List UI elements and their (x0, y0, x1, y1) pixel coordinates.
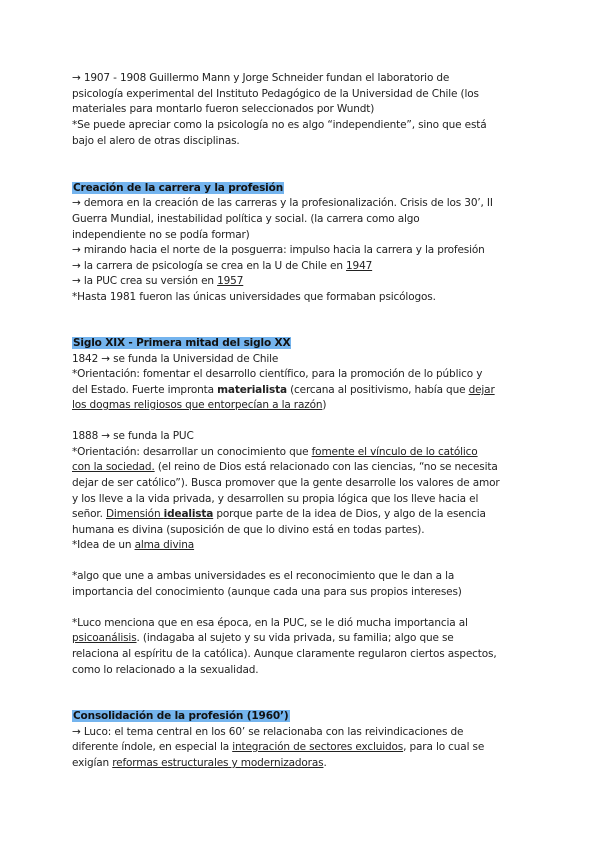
text-run: Dimensión (106, 508, 164, 520)
bold-term: materialista (217, 384, 287, 396)
text-line (72, 740, 542, 756)
text-run: diferente índole, en especial la (72, 741, 233, 753)
text-run: → la PUC crea su versión en (72, 275, 218, 287)
text-run: del Estado. Fuerte impronta (72, 384, 218, 396)
section-heading-text: Consolidación de la profesión (1960’) (73, 710, 289, 722)
text-run: porque parte de la idea de Dios, y algo de la esencia (213, 508, 486, 520)
underlined-phrase: alma divina (134, 539, 195, 551)
text-line (72, 259, 542, 275)
bold-term: idealista (163, 508, 214, 520)
underlined-phrase: integración de sectores excluidos (232, 741, 404, 753)
text-line (72, 631, 542, 647)
text-line: *Orientación: fomentar el desarrollo científico, para la promoción de lo público y (72, 368, 483, 380)
text-line (72, 398, 542, 414)
underlined-phrase: dejar (468, 384, 495, 396)
intro-line: *Se puede apreciar como la psicología no es algo “independiente”, sino que está (72, 119, 487, 131)
intro-line: → 1907 - 1908 Guillermo Mann y Jorge Schneider fundan el laboratorio de (72, 72, 450, 84)
intro-line: psicología experimental del Instituto Pedagógico de la Universidad de Chile (los (72, 88, 479, 100)
text-line: *Hasta 1981 fueron las únicas universidades que formaban psicólogos. (72, 291, 436, 303)
text-run: señor. (72, 508, 106, 520)
text-run: *Orientación: desarrollar un conocimiento que (72, 446, 312, 458)
text-line: 1842 → se funda la Universidad de Chile (72, 353, 279, 365)
text-line: y los lleve a la vida privada, y desarrollen su propia lógica que los lleve hacia el (72, 493, 479, 505)
section-heading-siglo (72, 336, 542, 352)
underlined-phrase: con la sociedad. (72, 461, 155, 473)
text-line: Guerra Mundial, inestabilidad política y social. (la carrera como algo (72, 213, 420, 225)
text-run: ) (322, 399, 327, 411)
text-run: . (indagaba al sujeto y su vida privada, su familia; algo que se (136, 632, 454, 644)
text-line (72, 383, 542, 399)
underlined-year: 1947 (346, 260, 373, 272)
text-run: (el reino de Dios está relacionado con las ciencias, “no se necesita (154, 461, 498, 473)
underlined-phrase: psicoanálisis (72, 632, 137, 644)
section-heading-consolidacion (72, 709, 542, 725)
text-line: → demora en la creación de las carreras y la profesionalización. Crisis de los 30’, II (72, 197, 493, 209)
underlined-phrase: los dogmas religiosos que entorpecían a la razón (72, 399, 323, 411)
text-line: importancia del conocimiento (aunque cada una para sus propios intereses) (72, 586, 462, 598)
text-line (72, 460, 542, 476)
text-run: *Idea de un (72, 539, 135, 551)
text-line: independiente no se podía formar) (72, 229, 250, 241)
underlined-phrase (106, 508, 213, 520)
text-line: *Luco menciona que en esa época, en la PUC, se le dió mucha importancia al (72, 617, 468, 629)
text-line: → Luco: el tema central en los 60’ se relacionaba con las reivindicaciones de (72, 726, 464, 738)
text-line: *algo que une a ambas universidades es el reconocimiento que le dan a la (72, 570, 455, 582)
text-line: humana es divina (suposición de que lo divino está en todas partes). (72, 524, 425, 536)
text-line (72, 538, 542, 554)
section-heading-text: Siglo XIX - Primera mitad del siglo XX (73, 337, 291, 349)
underlined-year: 1957 (217, 275, 244, 287)
text-line: → mirando hacia el norte de la posguerra: impulso hacia la carrera y la profesión (72, 244, 485, 256)
text-line (72, 507, 542, 523)
text-run: → la carrera de psicología se crea en la U de Chile en (72, 260, 347, 272)
text-run: exigían (72, 757, 113, 769)
underlined-phrase: reformas estructurales y modernizadoras (112, 757, 324, 769)
text-run: . (323, 757, 327, 769)
text-line (72, 274, 542, 290)
text-run: , para lo cual se (403, 741, 485, 753)
section-heading-carrera (72, 181, 542, 197)
text-line: como lo relacionado a la sexualidad. (72, 664, 259, 676)
text-run: (cercana al positivismo, había que (286, 384, 469, 396)
text-line: relaciona al espíritu de la católica). Aunque claramente regularon ciertos aspectos, (72, 648, 497, 660)
text-line (72, 445, 542, 461)
text-line: dejar de ser católico”). Busca promover que la gente desarrolle los valores de amor (72, 477, 500, 489)
text-line (72, 756, 542, 772)
intro-line: bajo el alero de otras disciplinas. (72, 135, 240, 147)
intro-line: materiales para montarlo fueron seleccionados por Wundt) (72, 103, 375, 115)
text-line: 1888 → se funda la PUC (72, 430, 194, 442)
section-heading-text: Creación de la carrera y la profesión (73, 182, 284, 194)
underlined-phrase: fomente el vínculo de lo católico (311, 446, 478, 458)
